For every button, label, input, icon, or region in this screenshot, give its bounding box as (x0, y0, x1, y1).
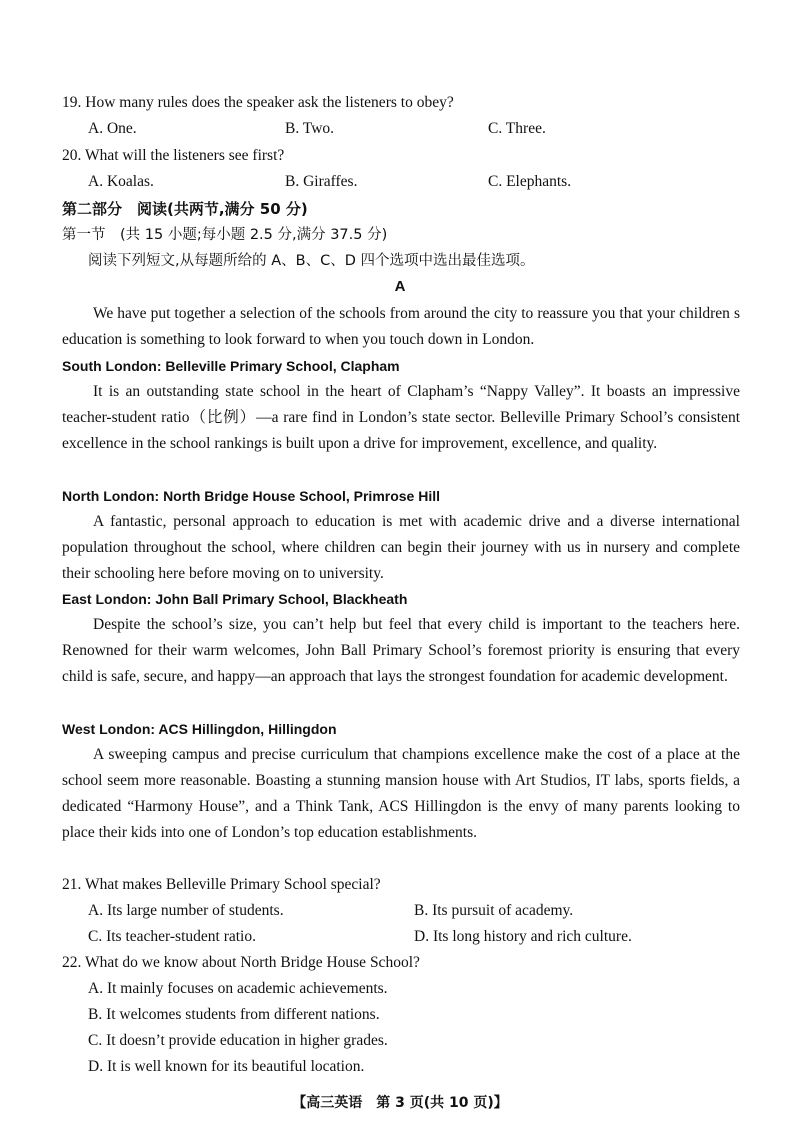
school-heading-north: North London: North Bridge House School, Primrose Hill (62, 488, 441, 504)
option-19-a: A. One. (88, 120, 137, 137)
option-21-a: A. Its large number of students. (88, 902, 284, 919)
option-22-b: B. It welcomes students from different nations. (88, 1006, 380, 1023)
question-20-options (88, 169, 740, 195)
option-22-a: A. It mainly focuses on academic achievements. (88, 980, 388, 997)
question-20: 20. What will the listeners see first? (62, 147, 285, 164)
option-20-a: A. Koalas. (88, 173, 154, 190)
option-21-b: B. Its pursuit of academy. (414, 902, 574, 919)
part-title: 第二部分 阅读(共两节,满分 50 分) (62, 200, 308, 218)
page-footer: 【高三英语 第 3 页(共 10 页)】 (292, 1095, 508, 1111)
school-text-west: A sweeping campus and precise curriculum that champions excellence make the cost of a place at the school seem more reasonable. Boasting a stunning mansion house with Art Studios, IT labs, sports fields, a dedicated “Harmony House”, and a Think Tank, ACS Hillingdon is the envy of many parents looking to place their kids into one of London’s top education establishments. (62, 746, 740, 841)
school-text-north: A fantastic, personal approach to education is met with academic drive and a diverse international population throughout the school, where children can begin their journey with us in nursery and complete their schooling here before moving on to university. (62, 513, 740, 582)
question-21-options-row2 (88, 924, 740, 950)
question-21: 21. What makes Belleville Primary School special? (62, 876, 381, 893)
school-heading-south: South London: Belleville Primary School, Clapham (62, 358, 400, 374)
option-20-b: B. Giraffes. (285, 173, 358, 190)
option-20-c: C. Elephants. (488, 173, 572, 190)
option-22-c: C. It doesn’t provide education in higher grades. (88, 1032, 388, 1049)
option-19-c: C. Three. (488, 120, 546, 137)
passage-intro: We have put together a selection of the schools from around the city to reassure you that your children s education is something to look forward to when you touch down in London. (62, 305, 740, 348)
school-text-south: It is an outstanding state school in the heart of Clapham’s “Nappy Valley”. It boasts an impressive teacher-student ratio（比例）—a rare find in London’s state sector. Belleville Primary School’s consistent excellence in the school rankings is built upon a drive for improvement, excellence, and quality. (62, 383, 740, 452)
school-heading-east: East London: John Ball Primary School, Blackheath (62, 591, 408, 607)
section-instruction: 阅读下列短文,从每题所给的 A、B、C、D 四个选项中选出最佳选项。 (88, 253, 535, 269)
option-21-c: C. Its teacher-student ratio. (88, 928, 256, 945)
question-22: 22. What do we know about North Bridge House School? (62, 954, 420, 971)
option-22-d: D. It is well known for its beautiful location. (88, 1058, 365, 1075)
passage-label: A (394, 278, 406, 295)
question-19: 19. How many rules does the speaker ask the listeners to obey? (62, 94, 454, 111)
school-heading-west: West London: ACS Hillingdon, Hillingdon (62, 721, 337, 737)
option-21-d: D. Its long history and rich culture. (414, 928, 632, 945)
question-21-options-row1 (88, 898, 740, 924)
section-subtitle: 第一节 (共 15 小题;每小题 2.5 分,满分 37.5 分) (62, 227, 388, 243)
school-text-east: Despite the school’s size, you can’t help but feel that every child is important to the teachers here. Renowned for their warm welcomes, John Ball Primary School’s foremost priority is ensuring that every child is safe, secure, and happy—an approach that lays the strongest foundation for academic development. (62, 616, 740, 685)
option-19-b: B. Two. (285, 120, 335, 137)
question-19-options (88, 116, 740, 142)
